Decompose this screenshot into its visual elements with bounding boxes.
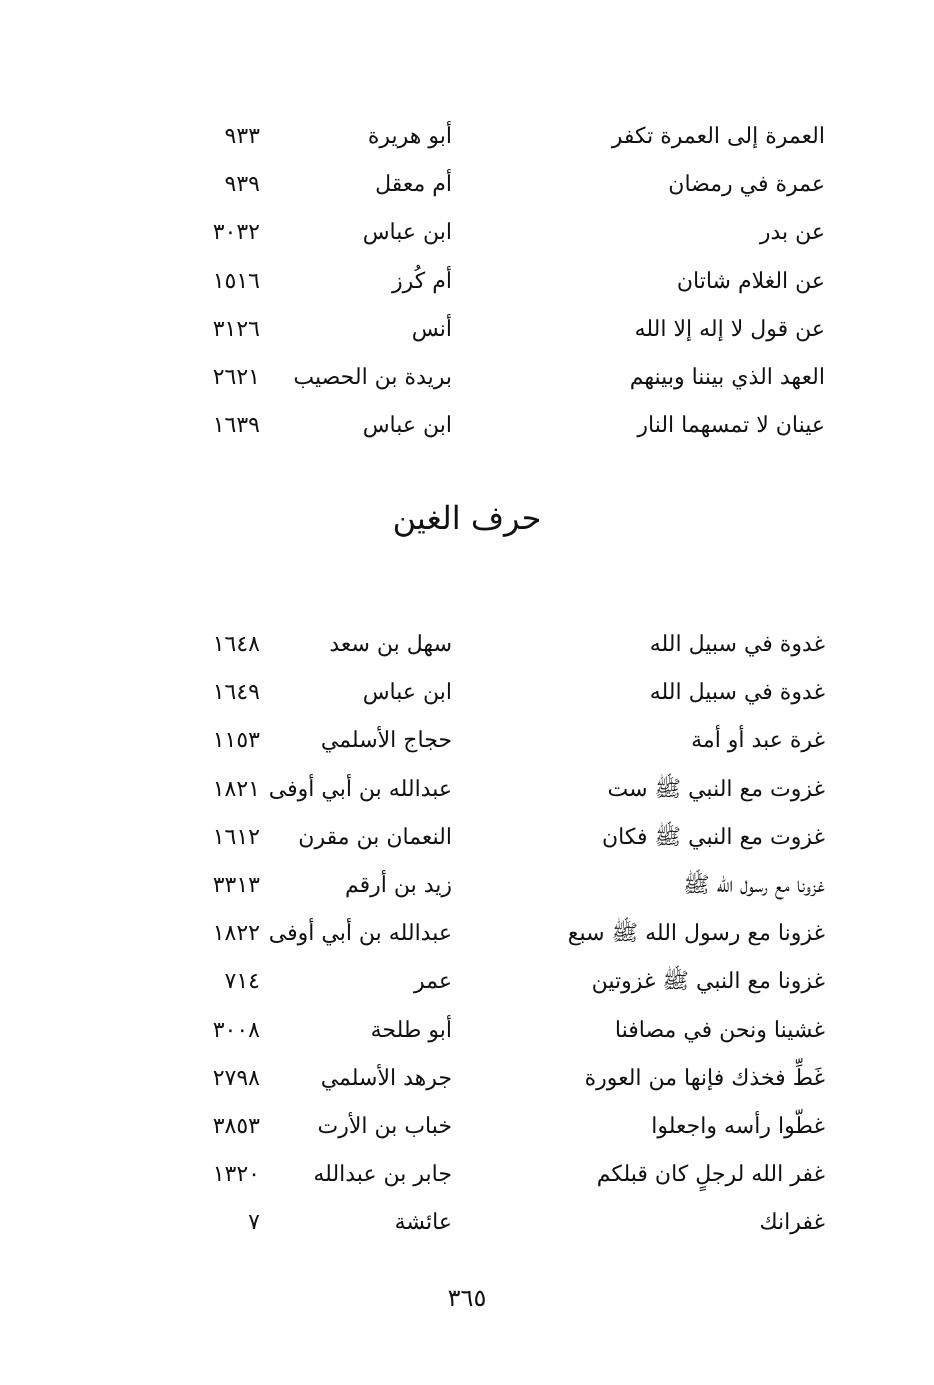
hadith-number: ٧١٤: [224, 969, 260, 995]
index-table-lower: [180, 623, 830, 1249]
hadith-number: ١٦٤٩: [212, 680, 260, 706]
hadith-text: غزونا مع رسول الله ﷺ سبع: [567, 921, 825, 947]
hadith-number: ٢٦٢١: [212, 364, 260, 390]
table-row: [180, 115, 830, 163]
index-table-upper: [180, 115, 830, 452]
narrator-name: سهل بن سعد: [329, 632, 452, 657]
table-row: [180, 356, 830, 404]
narrator-name: جرهد الأسلمي: [320, 1065, 452, 1091]
hadith-text: العهد الذي بيننا وبينهم: [629, 364, 825, 390]
table-row: [180, 308, 830, 356]
table-row: [180, 1009, 830, 1057]
hadith-number: ٢٧٩٨: [212, 1065, 260, 1091]
hadith-text: غدوة في سبيل الله: [649, 632, 825, 657]
table-row: [180, 768, 830, 816]
table-row: [180, 1057, 830, 1105]
table-row: [180, 960, 830, 1008]
hadith-number: ٣٠٠٨: [212, 1017, 260, 1043]
hadith-text: عن بدر: [759, 220, 825, 246]
page-number: ٣٦٥: [447, 1284, 487, 1312]
narrator-name: عبدالله بن أبي أوفى: [268, 921, 452, 947]
table-row: [180, 623, 830, 671]
narrator-name: أبو طلحة: [370, 1017, 452, 1043]
narrator-name: عمر: [414, 969, 452, 995]
narrator-name: حجاج الأسلمي: [320, 728, 452, 754]
narrator-name: عائشة: [394, 1210, 452, 1236]
hadith-number: ١٦٣٩: [212, 413, 260, 439]
hadith-text: غدوة في سبيل الله: [649, 680, 825, 706]
hadith-text: عن قول لا إله إلا الله: [634, 316, 825, 342]
section-heading: حرف الغين: [392, 499, 542, 537]
narrator-name: النعمان بن مقرن: [298, 824, 452, 850]
table-row: [180, 719, 830, 767]
narrator-name: عبدالله بن أبي أوفى: [268, 776, 452, 802]
hadith-text: غفر الله لرجلٍ كان قبلكم: [596, 1162, 825, 1188]
narrator-name: أنس: [411, 316, 452, 342]
table-row: [180, 1201, 830, 1249]
hadith-text: غَطِّ فخذك فإنها من العورة: [584, 1065, 825, 1091]
table-row: [180, 404, 830, 452]
narrator-name: ابن عباس: [362, 220, 452, 246]
table-row: [180, 163, 830, 211]
hadith-number: ١١٥٣: [212, 728, 260, 754]
hadith-text: عن الغلام شاتان: [676, 268, 825, 294]
hadith-number: ٣١٢٦: [212, 316, 260, 342]
hadith-text: غزونا مع رسول الله ﷺ: [683, 872, 825, 898]
hadith-number: ١٦٤٨: [212, 632, 260, 657]
hadith-number: ١٣٢٠: [212, 1162, 260, 1188]
table-row: [180, 864, 830, 912]
hadith-text: عمرة في رمضان: [668, 172, 825, 198]
hadith-text: غرة عبد أو أمة: [691, 728, 825, 754]
table-row: [180, 912, 830, 960]
hadith-text: غزونا مع النبي ﷺ غزوتين: [591, 969, 825, 995]
narrator-name: أبو هريرة: [367, 124, 452, 149]
table-row: [180, 211, 830, 259]
table-row: [180, 816, 830, 864]
hadith-text: غفرانك: [759, 1210, 825, 1236]
hadith-number: ١٥١٦: [212, 268, 260, 294]
narrator-name: زيد بن أرقم: [344, 872, 452, 898]
hadith-number: ١٦١٢: [212, 824, 260, 850]
hadith-number: ١٨٢١: [212, 776, 260, 802]
narrator-name: ابن عباس: [362, 413, 452, 439]
hadith-number: ٣٨٥٣: [212, 1113, 260, 1139]
narrator-name: جابر بن عبدالله: [313, 1162, 452, 1188]
hadith-number: ١٨٢٢: [212, 921, 260, 947]
hadith-text: غزوت مع النبي ﷺ ست: [607, 776, 825, 802]
hadith-text: العمرة إلى العمرة تكفر: [611, 124, 825, 149]
narrator-name: أم معقل: [375, 172, 452, 198]
narrator-name: ابن عباس: [362, 680, 452, 706]
hadith-text: غشينا ونحن في مصافنا: [614, 1017, 825, 1043]
hadith-number: ٧: [248, 1210, 260, 1236]
table-row: [180, 1153, 830, 1201]
hadith-number: ٣٠٣٢: [212, 220, 260, 246]
hadith-text: غطّوا رأسه واجعلوا: [651, 1113, 825, 1139]
narrator-name: بريدة بن الحصيب: [293, 364, 452, 390]
hadith-text: غزوت مع النبي ﷺ فكان: [602, 824, 825, 850]
hadith-number: ٩٣٩: [224, 172, 260, 198]
table-row: [180, 671, 830, 719]
hadith-text: عينان لا تمسهما النار: [637, 413, 825, 439]
table-row: [180, 1105, 830, 1153]
table-row: [180, 260, 830, 308]
hadith-number: ٣٣١٣: [212, 872, 260, 898]
narrator-name: أم كُرز: [392, 268, 452, 294]
hadith-number: ٩٣٣: [224, 124, 260, 149]
narrator-name: خباب بن الأرت: [317, 1113, 452, 1139]
